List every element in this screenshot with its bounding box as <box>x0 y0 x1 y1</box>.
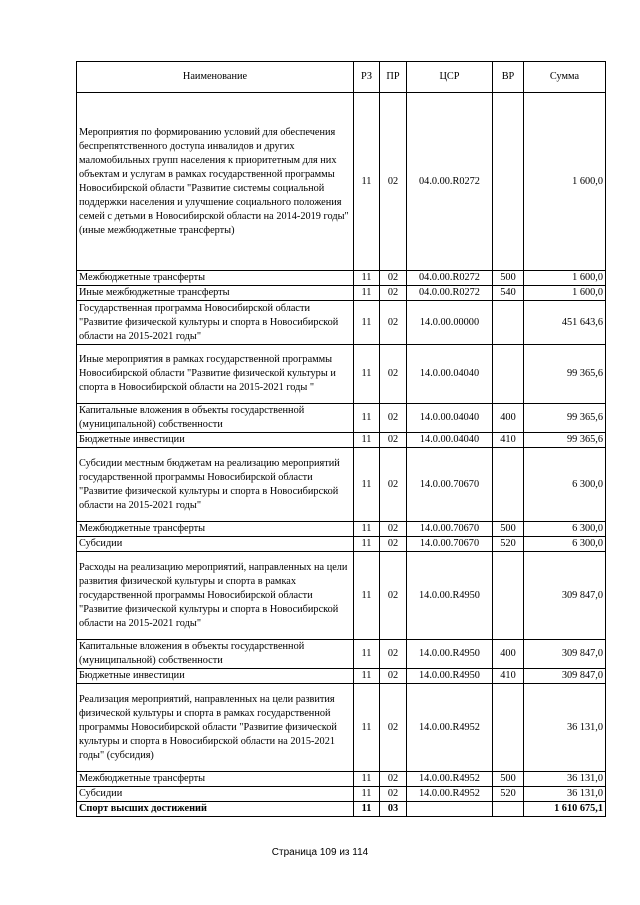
cell-pr: 02 <box>380 787 407 802</box>
cell-sum: 309 847,0 <box>524 552 606 640</box>
table-row <box>77 522 606 537</box>
cell-sum: 1 600,0 <box>524 286 606 301</box>
cell-sum: 99 365,6 <box>524 345 606 404</box>
table-row <box>77 669 606 684</box>
table-header-row <box>77 62 606 93</box>
cell-rz: 11 <box>354 404 380 433</box>
cell-vr <box>493 552 524 640</box>
cell-csr: 14.0.00.70670 <box>407 522 493 537</box>
cell-name: Бюджетные инвестиции <box>77 433 354 448</box>
cell-name: Субсидии <box>77 787 354 802</box>
cell-csr: 14.0.00.R4950 <box>407 552 493 640</box>
cell-vr <box>493 802 524 817</box>
cell-rz: 11 <box>354 787 380 802</box>
table-row <box>77 787 606 802</box>
cell-name: Бюджетные инвестиции <box>77 669 354 684</box>
cell-name: Иные мероприятия в рамках государственной программы Новосибирской области "Развитие физической культуры и спорта в Новосибирской области на 2015-2021 годы " <box>77 345 354 404</box>
cell-csr: 14.0.00.R4952 <box>407 684 493 772</box>
cell-pr: 02 <box>380 552 407 640</box>
cell-rz: 11 <box>354 537 380 552</box>
table-row <box>77 772 606 787</box>
table-row <box>77 286 606 301</box>
header-pr: ПР <box>380 62 407 93</box>
cell-pr: 02 <box>380 271 407 286</box>
table-total-row <box>77 802 606 817</box>
cell-vr <box>493 345 524 404</box>
header-csr: ЦСР <box>407 62 493 93</box>
cell-pr: 02 <box>380 93 407 271</box>
table-row <box>77 271 606 286</box>
cell-rz: 11 <box>354 522 380 537</box>
cell-vr: 520 <box>493 537 524 552</box>
cell-csr: 04.0.00.R0272 <box>407 93 493 271</box>
cell-rz: 11 <box>354 640 380 669</box>
cell-pr: 02 <box>380 640 407 669</box>
cell-csr: 14.0.00.04040 <box>407 433 493 448</box>
cell-pr: 02 <box>380 286 407 301</box>
cell-vr: 500 <box>493 522 524 537</box>
table-row <box>77 640 606 669</box>
cell-csr: 14.0.00.70670 <box>407 537 493 552</box>
cell-name: Расходы на реализацию мероприятий, направленных на цели развития физической культуры и спорта в рамках государственной программы Новосибирской области "Развитие физической культуры и спорта в Новосибирской области на 2015-2021 годы" <box>77 552 354 640</box>
table-row <box>77 552 606 640</box>
cell-sum: 99 365,6 <box>524 433 606 448</box>
cell-rz: 11 <box>354 301 380 345</box>
cell-csr <box>407 802 493 817</box>
budget-table <box>76 61 606 817</box>
cell-sum: 309 847,0 <box>524 640 606 669</box>
cell-rz: 11 <box>354 448 380 522</box>
cell-sum: 309 847,0 <box>524 669 606 684</box>
cell-rz: 11 <box>354 345 380 404</box>
cell-sum: 99 365,6 <box>524 404 606 433</box>
cell-pr: 02 <box>380 448 407 522</box>
cell-name: Субсидии местным бюджетам на реализацию мероприятий государственной программы Новосибирской области "Развитие физической культуры и спорта в Новосибирской области на 2015-2021 годы" <box>77 448 354 522</box>
cell-name: Иные межбюджетные трансферты <box>77 286 354 301</box>
cell-name: Межбюджетные трансферты <box>77 772 354 787</box>
cell-rz: 11 <box>354 552 380 640</box>
table-row <box>77 93 606 271</box>
cell-csr: 14.0.00.04040 <box>407 345 493 404</box>
cell-pr: 02 <box>380 345 407 404</box>
cell-vr: 500 <box>493 271 524 286</box>
cell-rz: 11 <box>354 802 380 817</box>
table-row <box>77 404 606 433</box>
cell-rz: 11 <box>354 286 380 301</box>
cell-csr: 14.0.00.R4952 <box>407 787 493 802</box>
cell-pr: 02 <box>380 684 407 772</box>
cell-rz: 11 <box>354 433 380 448</box>
table-row <box>77 537 606 552</box>
cell-pr: 02 <box>380 404 407 433</box>
cell-pr: 02 <box>380 522 407 537</box>
table-row <box>77 448 606 522</box>
cell-vr: 410 <box>493 433 524 448</box>
header-sum: Сумма <box>524 62 606 93</box>
cell-sum: 6 300,0 <box>524 448 606 522</box>
cell-csr: 14.0.00.70670 <box>407 448 493 522</box>
cell-rz: 11 <box>354 271 380 286</box>
cell-sum: 36 131,0 <box>524 772 606 787</box>
cell-name: Субсидии <box>77 537 354 552</box>
cell-name: Спорт высших достижений <box>77 802 354 817</box>
cell-rz: 11 <box>354 772 380 787</box>
table-row <box>77 345 606 404</box>
cell-sum: 1 610 675,1 <box>524 802 606 817</box>
cell-sum: 36 131,0 <box>524 684 606 772</box>
cell-csr: 14.0.00.R4950 <box>407 640 493 669</box>
cell-csr: 04.0.00.R0272 <box>407 271 493 286</box>
cell-vr: 400 <box>493 640 524 669</box>
cell-rz: 11 <box>354 684 380 772</box>
cell-pr: 02 <box>380 537 407 552</box>
cell-name: Мероприятия по формированию условий для обеспечения беспрепятственного доступа инвалидов и других маломобильных групп населения к приоритетным для них объектам и услугам в рамках государственной программы Новосибирской области "Развитие системы социальной поддержки населения и улучшение социального положения семей с детьми в Новосибирской области на 2014-2019 годы" (иные межбюджетные трансферты) <box>77 93 354 271</box>
table-body <box>77 93 606 817</box>
cell-sum: 6 300,0 <box>524 522 606 537</box>
cell-name: Капитальные вложения в объекты государственной (муниципальной) собственности <box>77 404 354 433</box>
cell-pr: 02 <box>380 301 407 345</box>
cell-vr: 400 <box>493 404 524 433</box>
cell-pr: 02 <box>380 669 407 684</box>
cell-vr <box>493 448 524 522</box>
cell-vr <box>493 93 524 271</box>
cell-csr: 14.0.00.04040 <box>407 404 493 433</box>
cell-name: Капитальные вложения в объекты государственной (муниципальной) собственности <box>77 640 354 669</box>
cell-csr: 14.0.00.R4950 <box>407 669 493 684</box>
cell-vr: 500 <box>493 772 524 787</box>
cell-vr <box>493 684 524 772</box>
cell-rz: 11 <box>354 93 380 271</box>
header-rz: РЗ <box>354 62 380 93</box>
header-name: Наименование <box>77 62 354 93</box>
cell-vr <box>493 301 524 345</box>
cell-name: Реализация мероприятий, направленных на цели развития физической культуры и спорта в рамках государственной программы Новосибирской области "Развитие физической культуры и спорта в Новосибирской области на 2015-2021 годы" (субсидия) <box>77 684 354 772</box>
cell-pr: 03 <box>380 802 407 817</box>
table-row <box>77 433 606 448</box>
cell-csr: 14.0.00.00000 <box>407 301 493 345</box>
cell-csr: 14.0.00.R4952 <box>407 772 493 787</box>
cell-sum: 36 131,0 <box>524 787 606 802</box>
cell-vr: 520 <box>493 787 524 802</box>
page-number: Страница 109 из 114 <box>271 847 369 858</box>
cell-name: Межбюджетные трансферты <box>77 271 354 286</box>
cell-sum: 1 600,0 <box>524 271 606 286</box>
cell-sum: 1 600,0 <box>524 93 606 271</box>
table-row <box>77 301 606 345</box>
cell-pr: 02 <box>380 433 407 448</box>
cell-vr: 410 <box>493 669 524 684</box>
cell-csr: 04.0.00.R0272 <box>407 286 493 301</box>
cell-sum: 451 643,6 <box>524 301 606 345</box>
cell-pr: 02 <box>380 772 407 787</box>
header-vr: ВР <box>493 62 524 93</box>
cell-vr: 540 <box>493 286 524 301</box>
cell-name: Государственная программа Новосибирской области "Развитие физической культуры и спорта в Новосибирской области на 2015-2021 годы" <box>77 301 354 345</box>
cell-sum: 6 300,0 <box>524 537 606 552</box>
cell-name: Межбюджетные трансферты <box>77 522 354 537</box>
table-row <box>77 684 606 772</box>
cell-rz: 11 <box>354 669 380 684</box>
